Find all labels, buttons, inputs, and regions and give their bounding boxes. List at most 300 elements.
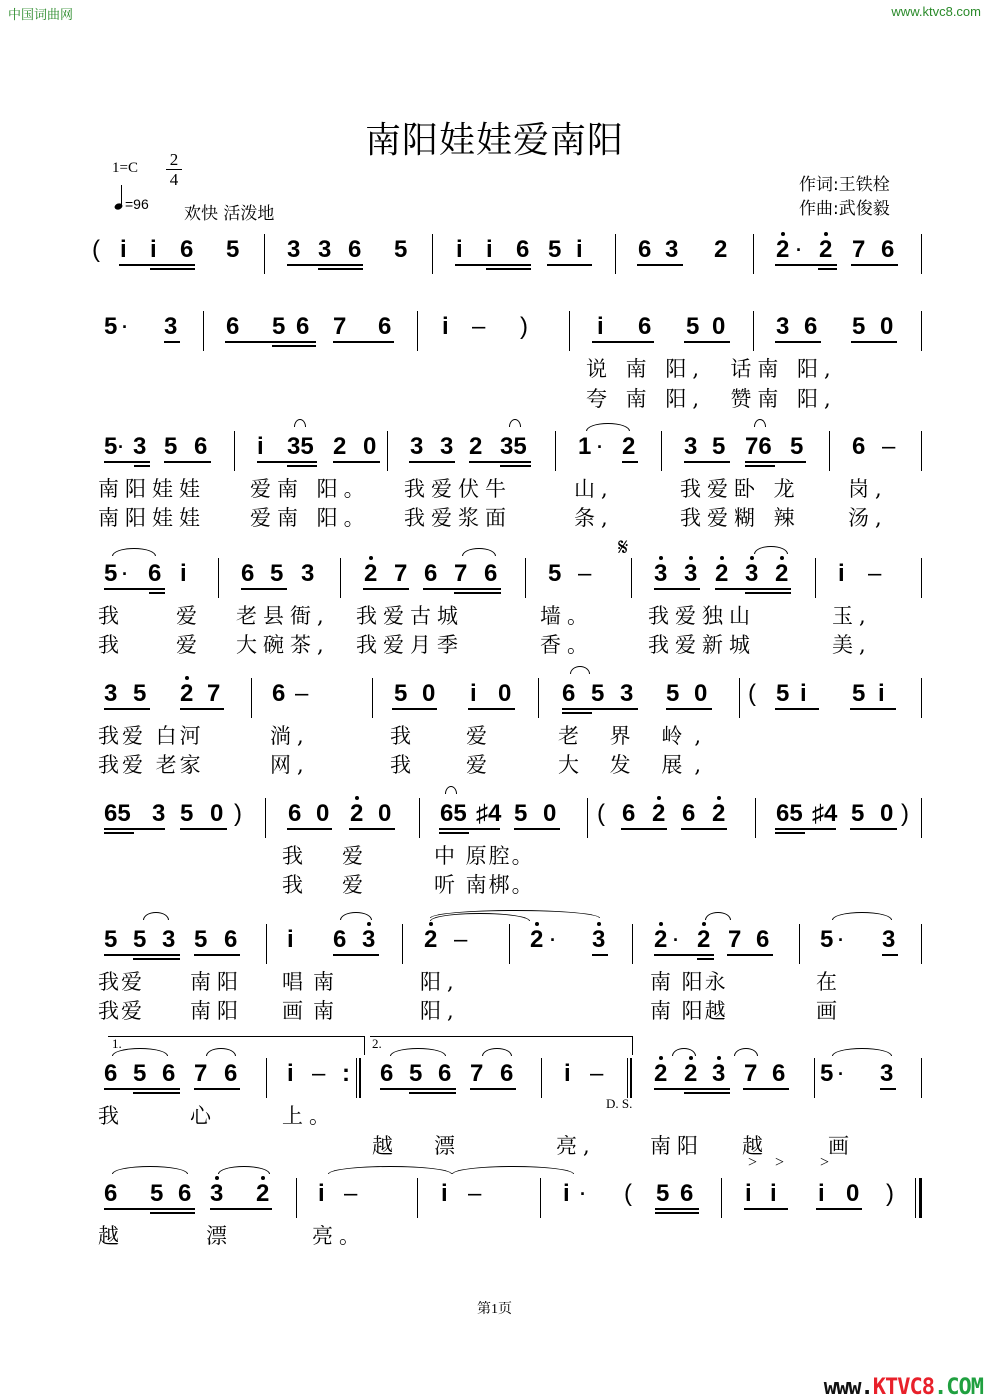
note: 0 xyxy=(316,800,330,827)
lyricist-credit: 作词:王铁栓 xyxy=(799,175,890,195)
beam xyxy=(681,828,727,830)
note: 0 xyxy=(846,1180,860,1207)
barline xyxy=(266,1058,267,1098)
beam xyxy=(882,954,898,956)
note: 6 xyxy=(178,1180,192,1207)
lyric: 大碗茶, xyxy=(236,633,330,657)
tie xyxy=(218,1166,270,1174)
note: 0 xyxy=(543,800,557,827)
barline xyxy=(921,234,922,274)
lyric: 山, xyxy=(574,477,614,501)
paren-close: ) xyxy=(234,800,242,827)
lyric: 岗, xyxy=(848,477,888,501)
tie xyxy=(462,548,496,556)
octave-dot xyxy=(215,1176,219,1180)
dash: – xyxy=(882,433,896,460)
paren-open: ( xyxy=(624,1180,632,1207)
beam xyxy=(180,708,224,710)
beam xyxy=(257,461,317,463)
lyric: 汤, xyxy=(848,506,888,530)
lyric: 爱南 阳。 xyxy=(250,477,371,501)
tie xyxy=(112,548,156,556)
site-name[interactable]: 中国词曲网 xyxy=(8,8,74,23)
barline xyxy=(921,678,922,718)
beam xyxy=(745,592,791,594)
note: 5 xyxy=(656,1180,670,1207)
barline xyxy=(661,431,662,471)
volta-1-label: 1. xyxy=(112,1036,122,1051)
octave-dot xyxy=(535,922,539,926)
lyric: 我爱古城 xyxy=(356,604,464,628)
note: 3 xyxy=(162,926,176,953)
note: 5 xyxy=(548,236,562,263)
note: 6 xyxy=(680,1180,694,1207)
octave-dot xyxy=(781,232,785,236)
lyric: 南 阳永 xyxy=(650,970,728,994)
octave-dot xyxy=(659,922,663,926)
note: 7 xyxy=(333,313,347,340)
note: 3 xyxy=(592,926,606,953)
beam xyxy=(333,954,379,956)
lyric: 我爱卧 龙 xyxy=(680,477,801,501)
note: 5 xyxy=(712,433,726,460)
barline xyxy=(569,311,570,351)
lyric: 画 xyxy=(828,1134,855,1158)
note: 0 xyxy=(498,680,512,707)
beam xyxy=(194,1088,240,1090)
beam xyxy=(745,465,775,467)
note: 6 xyxy=(224,926,238,953)
lyric: 淌, xyxy=(270,724,310,748)
note: 6 xyxy=(682,800,696,827)
note: 0 xyxy=(712,313,726,340)
note: 7 xyxy=(728,926,742,953)
note: 6 xyxy=(162,1060,176,1087)
beam xyxy=(775,832,805,834)
octave-dot xyxy=(780,556,784,560)
dot-mark: · xyxy=(122,317,128,337)
note: 6 xyxy=(484,560,498,587)
note: 2 xyxy=(469,433,483,460)
beam xyxy=(775,828,836,830)
barline xyxy=(266,924,267,964)
beam xyxy=(210,1208,272,1210)
double-barline-thick xyxy=(630,1058,632,1098)
beam xyxy=(592,341,654,343)
octave-dot xyxy=(689,556,693,560)
lyric: 我爱糊 辣 xyxy=(680,506,801,530)
barline xyxy=(340,558,341,598)
barline xyxy=(417,1178,418,1218)
beam xyxy=(654,954,714,956)
barline xyxy=(234,431,235,471)
tie xyxy=(705,912,731,920)
note: 2 xyxy=(654,926,668,953)
note: i xyxy=(576,236,583,263)
note: 6 xyxy=(500,1060,514,1087)
barline xyxy=(721,1178,722,1218)
note: 0 xyxy=(378,800,392,827)
note: 5 xyxy=(133,680,147,707)
beam xyxy=(133,1092,180,1094)
beam xyxy=(104,828,165,830)
note: 2 xyxy=(775,560,789,587)
note: 2 xyxy=(364,560,378,587)
tie xyxy=(586,423,630,431)
beam xyxy=(134,465,150,467)
tie xyxy=(112,1166,188,1174)
note: 2 xyxy=(256,1180,270,1207)
note: 3 xyxy=(712,1060,726,1087)
beam xyxy=(654,588,700,590)
note: i xyxy=(287,1060,294,1087)
note: 5 xyxy=(548,560,562,587)
song-title: 南阳娃娃爱南阳 xyxy=(364,120,624,161)
repeat-barline-thin[interactable] xyxy=(356,1058,357,1098)
mood-marking: 欢快 活泼地 xyxy=(184,204,275,224)
beam xyxy=(697,958,714,960)
note: 6 xyxy=(622,800,636,827)
note: 3 xyxy=(410,433,424,460)
note: 5 xyxy=(852,313,866,340)
note: 6 xyxy=(104,1060,118,1087)
note: 0 xyxy=(422,680,436,707)
lyric: 南阳娃娃 xyxy=(98,477,206,501)
site-url[interactable]: www.ktvc8.com xyxy=(891,4,981,19)
barline xyxy=(921,798,922,838)
beam xyxy=(514,828,560,830)
beam xyxy=(149,592,165,594)
beam xyxy=(150,268,195,270)
octave-dot xyxy=(657,796,661,800)
beam xyxy=(287,828,332,830)
note: 7 xyxy=(470,1060,484,1087)
beam xyxy=(469,461,531,463)
note: 6 xyxy=(180,236,194,263)
beam xyxy=(666,708,712,710)
lyric: 网, xyxy=(270,753,310,777)
lyric: 我 xyxy=(282,844,309,868)
note: 5 xyxy=(514,800,528,827)
lyric: 越 xyxy=(742,1134,769,1158)
barline xyxy=(739,678,740,718)
lyric: 大 发 展, xyxy=(558,753,714,777)
note: 6 xyxy=(148,560,162,587)
note: 6 xyxy=(756,926,770,953)
beam xyxy=(287,264,363,266)
note: 5 xyxy=(790,433,804,460)
note: 5 xyxy=(820,1060,834,1087)
beam xyxy=(119,264,195,266)
note: 6 xyxy=(194,433,208,460)
octave-dot xyxy=(367,922,371,926)
lyric: 香。 xyxy=(540,633,594,657)
dash: – xyxy=(312,1060,326,1087)
note: i xyxy=(838,560,845,587)
note: 6 xyxy=(272,680,286,707)
dot-mark: · xyxy=(550,930,556,950)
lyric: 南阳 xyxy=(190,970,244,994)
lyric: 画 xyxy=(816,999,843,1023)
beam xyxy=(775,708,819,710)
beam xyxy=(684,461,730,463)
note: 6 xyxy=(638,236,652,263)
note: 3 xyxy=(301,560,315,587)
dash: – xyxy=(578,560,592,587)
note: 0 xyxy=(880,313,894,340)
site-logo[interactable] xyxy=(824,1375,983,1400)
octave-dot xyxy=(597,922,601,926)
beam xyxy=(104,708,150,710)
octave-dot xyxy=(429,922,433,926)
beam xyxy=(194,954,240,956)
tie xyxy=(672,1048,696,1056)
note: 5 xyxy=(133,926,147,953)
turn-mark xyxy=(570,666,590,674)
logo-www: www. xyxy=(823,1375,873,1400)
note: i xyxy=(564,1060,571,1087)
beam xyxy=(486,268,531,270)
beam xyxy=(775,264,837,266)
ds-marking: D. S. xyxy=(606,1096,633,1111)
barline xyxy=(387,431,388,471)
note: 1 xyxy=(578,433,592,460)
time-sig-bottom: 4 xyxy=(169,170,179,189)
lyric: 越 xyxy=(98,1224,125,1248)
beam xyxy=(104,1208,195,1210)
lyrics-verse-2: 夸 南 阳, 赞南 阳, xyxy=(586,387,837,411)
note: i xyxy=(770,1180,777,1207)
barline xyxy=(509,924,510,964)
beam xyxy=(684,341,730,343)
note: 5 xyxy=(150,1180,164,1207)
dash: – xyxy=(454,926,468,953)
beam xyxy=(150,1212,195,1214)
barline xyxy=(538,678,539,718)
beam xyxy=(363,588,409,590)
barline xyxy=(921,311,922,351)
beam xyxy=(104,1088,180,1090)
paren-open: ( xyxy=(748,680,756,707)
note: 65 xyxy=(776,800,803,827)
time-sig-top: 2 xyxy=(169,150,179,169)
beam xyxy=(851,264,898,266)
beam xyxy=(592,954,608,956)
beam xyxy=(880,1088,896,1090)
note: 0 xyxy=(363,433,377,460)
note: 6 xyxy=(226,313,240,340)
note: 5 xyxy=(666,680,680,707)
lyric: 上。 xyxy=(282,1104,336,1128)
lyric: 听 南梆。 xyxy=(434,873,535,897)
beam xyxy=(104,588,165,590)
beam xyxy=(409,461,455,463)
beam xyxy=(455,264,531,266)
beam xyxy=(392,708,437,710)
note: 5 xyxy=(104,313,118,340)
beam xyxy=(621,828,667,830)
note: 3 xyxy=(882,926,896,953)
tie xyxy=(832,912,892,920)
tie xyxy=(143,912,169,920)
octave-dot xyxy=(659,556,663,560)
beam xyxy=(818,268,837,270)
note: 2 xyxy=(715,560,729,587)
lyric: 我爱 老家 xyxy=(98,753,204,777)
beam xyxy=(241,588,287,590)
note: 6 xyxy=(333,926,347,953)
barline xyxy=(814,1058,815,1098)
lyric: 阳, xyxy=(420,999,460,1023)
note: 3 xyxy=(440,433,454,460)
paren-open: ( xyxy=(92,236,100,263)
paren-close: ) xyxy=(886,1180,894,1207)
note: 5 xyxy=(394,236,408,263)
note: i xyxy=(563,1180,570,1207)
octave-dot xyxy=(689,1056,693,1060)
turn-mark xyxy=(754,419,766,427)
lyric: 爱 xyxy=(342,873,369,897)
barline xyxy=(402,924,403,964)
note: 2 xyxy=(712,800,726,827)
beam xyxy=(287,465,317,467)
lyrics-verse-1: 说 南 阳, 话南 阳, xyxy=(586,357,837,381)
lyric: 老 界 岭, xyxy=(558,724,714,748)
lyric: 我爱新城 xyxy=(648,633,756,657)
dot-mark: · xyxy=(122,564,128,584)
barline xyxy=(417,311,418,351)
note: 5 xyxy=(133,1060,147,1087)
note: i xyxy=(150,236,157,263)
paren-close: ) xyxy=(901,800,909,827)
beam xyxy=(743,1088,789,1090)
note: i xyxy=(597,313,604,340)
turn-mark xyxy=(509,419,521,427)
beam xyxy=(851,341,897,343)
lyric: 我 xyxy=(390,753,417,777)
lyric: 漂 xyxy=(206,1224,233,1248)
beam xyxy=(272,345,316,347)
note: i xyxy=(442,313,449,340)
note: 3 xyxy=(880,1060,894,1087)
barline xyxy=(815,558,816,598)
barline xyxy=(829,431,830,471)
repeat-sign: : xyxy=(342,1060,350,1087)
note: i xyxy=(470,680,477,707)
note: 3 xyxy=(152,800,166,827)
lyric: 中 原腔。 xyxy=(434,844,535,868)
paren-open: ( xyxy=(597,800,605,827)
barline xyxy=(753,234,754,274)
note: 2 xyxy=(652,800,666,827)
lyric: 南阳 xyxy=(190,999,244,1023)
barline xyxy=(218,558,219,598)
note: 6 xyxy=(288,800,302,827)
note: 0 xyxy=(210,800,224,827)
tie xyxy=(328,1166,452,1174)
lyric: 老县衙, xyxy=(236,604,330,628)
lyric: 我爱 xyxy=(98,999,144,1023)
note: i xyxy=(120,236,127,263)
lyric: 画南 xyxy=(282,999,344,1023)
note: i xyxy=(486,236,493,263)
accent-mark: > xyxy=(775,1154,785,1171)
dot-mark: · xyxy=(838,1064,844,1084)
note: i xyxy=(456,236,463,263)
note: 3 xyxy=(210,1180,224,1207)
beam xyxy=(637,264,683,266)
logo-com: .COM xyxy=(934,1375,983,1400)
barline xyxy=(921,558,922,598)
note: 5 xyxy=(686,313,700,340)
beam xyxy=(816,1208,862,1210)
lyric: 爱 xyxy=(466,753,493,777)
note: 6 xyxy=(296,313,310,340)
octave-dot xyxy=(824,232,828,236)
lyric: 南阳 xyxy=(650,1134,704,1158)
time-signature xyxy=(164,150,184,189)
turn-mark xyxy=(294,419,306,427)
paren-close: ) xyxy=(520,313,528,340)
octave-dot xyxy=(717,1056,721,1060)
note: 0 xyxy=(880,800,894,827)
dash: – xyxy=(590,1060,604,1087)
lyric: 越 xyxy=(372,1134,399,1158)
lyric: 我爱 xyxy=(98,970,144,994)
lyric: 漂 xyxy=(434,1134,461,1158)
lyric: 条, xyxy=(574,506,614,530)
note: 65 xyxy=(440,800,467,827)
lyric: 爱 xyxy=(176,633,203,657)
beam xyxy=(164,341,180,343)
beam xyxy=(562,708,638,710)
note: 7 xyxy=(207,680,221,707)
barline xyxy=(921,924,922,964)
note: 6 xyxy=(380,1060,394,1087)
accent-mark: > xyxy=(820,1154,830,1171)
note: 5 xyxy=(852,680,866,707)
beam xyxy=(333,461,380,463)
lyric: 美, xyxy=(832,633,872,657)
dot-mark: · xyxy=(796,240,802,260)
barline xyxy=(799,924,800,964)
note: 6 xyxy=(424,560,438,587)
note: 3 xyxy=(104,680,118,707)
lyric: 我爱月季 xyxy=(356,633,464,657)
beam xyxy=(454,592,501,594)
lyric: 我爱伏牛 xyxy=(404,477,512,501)
lyric: 我 xyxy=(98,633,125,657)
note: 5 xyxy=(104,433,118,460)
note: 2 xyxy=(622,433,636,460)
note: 5 xyxy=(180,800,194,827)
lyric: 我 xyxy=(282,873,309,897)
octave-dot xyxy=(702,922,706,926)
beam xyxy=(547,264,592,266)
note: 5 xyxy=(591,680,605,707)
octave-dot xyxy=(659,1056,663,1060)
lyric: 玉, xyxy=(832,604,872,628)
tie xyxy=(754,546,788,554)
lyric: 南 阳越 xyxy=(650,999,728,1023)
tempo-marking: =96 xyxy=(125,196,149,212)
beam xyxy=(180,828,227,830)
page-number: 第1页 xyxy=(477,1302,512,1317)
beam xyxy=(654,1088,730,1090)
beam xyxy=(850,828,897,830)
repeat-barline-thick xyxy=(359,1058,361,1098)
lyric: 在 xyxy=(816,970,843,994)
